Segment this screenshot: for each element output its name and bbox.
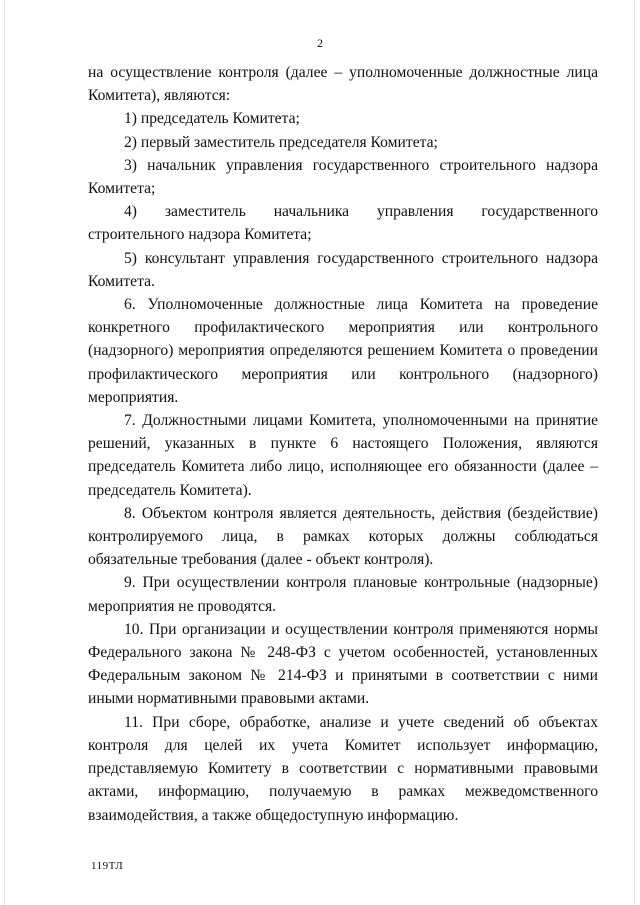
document-code: 119ТЛ <box>91 860 124 872</box>
list-item-4: 4) заместитель начальника управления государственного строительного надзора Комитета; <box>88 203 598 244</box>
scan-edge-left <box>4 0 5 905</box>
list-item-3: 3) начальник управления государственного строительного надзора Комитета; <box>88 156 598 198</box>
clause-6: 6. Уполномоченные должностные лица Комитета на проведение конкретного профилактического мероприятия или контрольного (надзорного) мероприятия определяются решением Комитета о проведении профилактического мероприятия или контрольного (надзорного) мероприятия. <box>88 296 598 406</box>
scan-edge-right <box>634 0 635 905</box>
list-item-1: 1) председатель Комитета; <box>124 110 300 128</box>
clause-8: 8. Объектом контроля является деятельность, действия (бездействие) контролируемого лица, в рамках которых должны соблюдаться обязательные требования (далее - объект контроля). <box>88 504 598 569</box>
list-item-2: 2) первый заместитель председателя Комитета; <box>124 133 438 151</box>
clause-9: 9. При осуществлении контроля плановые контрольные (надзорные) мероприятия не проводятся. <box>88 574 598 615</box>
clause-7: 7. Должностными лицами Комитета, уполномоченными на принятие решений, указанных в пункте 6 настоящего Положения, являются председатель Комитета либо лицо, исполняющее его обязанности (далее – председатель Комитета). <box>88 412 598 499</box>
paragraph-intro: на осуществление контроля (далее – уполномоченные должностные лица Комитета), являются: <box>88 64 598 105</box>
page-number: 2 <box>317 36 323 50</box>
clause-10: 10. При организации и осуществлении контроля применяются нормы Федерального закона № 248-ФЗ с учетом особенностей, установленных Федеральным законом № 214-ФЗ и принятыми в соответствии с ними иными нормативными правовыми актами. <box>88 620 598 708</box>
document-body <box>88 61 598 827</box>
list-item-5: 5) консультант управления государственного строительного надзора Комитета. <box>88 249 598 290</box>
clause-11: 11. При сборе, обработке, анализе и учете сведений об объектах контроля для целей их учета Комитет использует информацию, представляемую Комитету в соответствии с нормативными правовыми актами, информацию, получаемую в рамках межведомственного взаимодействия, а также общедоступную информацию. <box>88 713 598 824</box>
